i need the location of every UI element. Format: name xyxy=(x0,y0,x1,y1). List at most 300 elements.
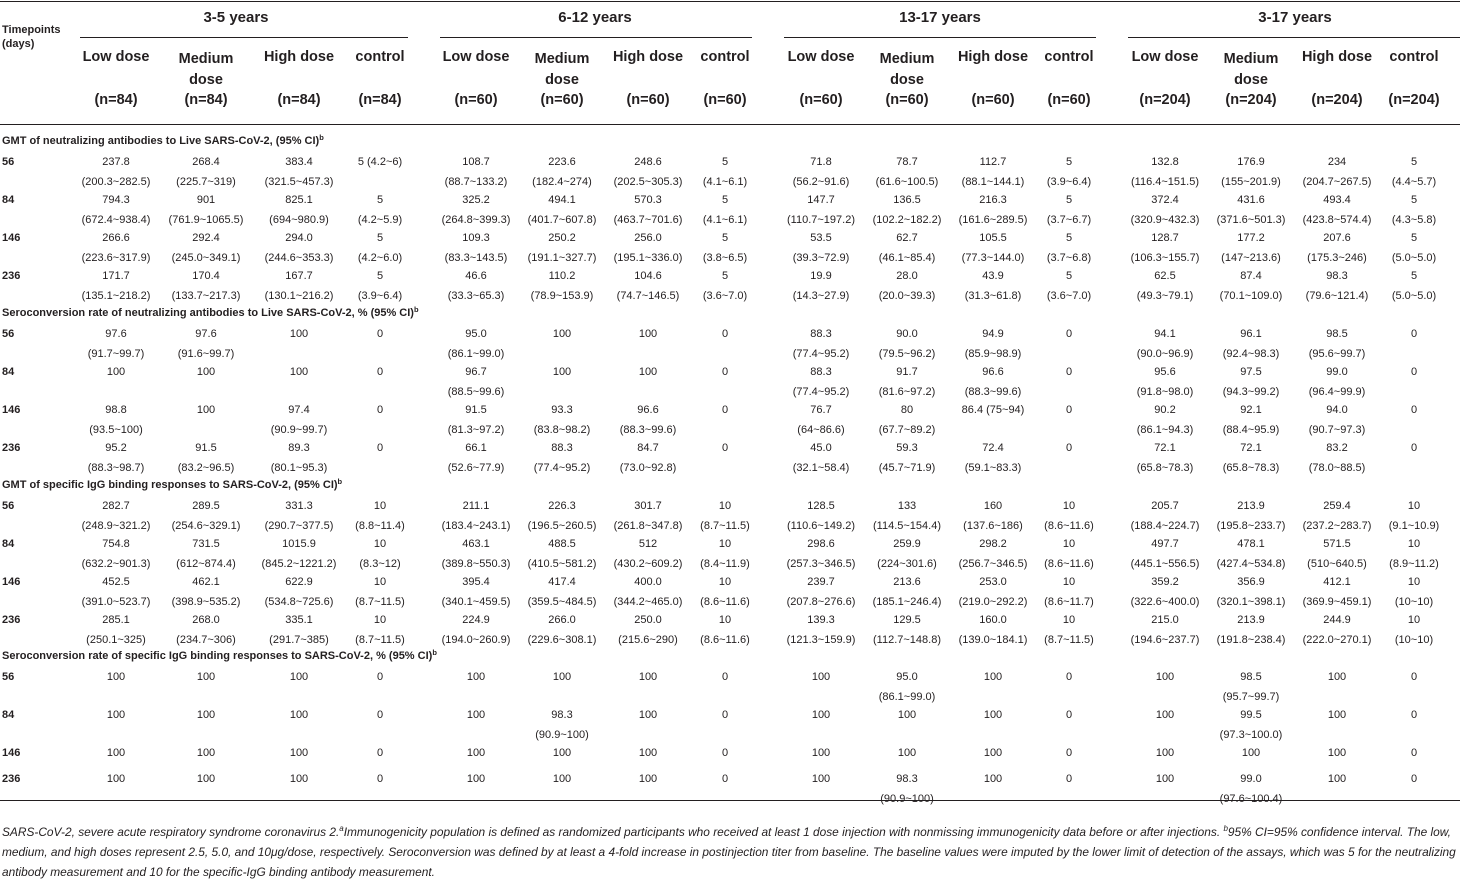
cell-value: 72.1 xyxy=(1240,442,1262,454)
cell-value: 100 xyxy=(983,747,1003,759)
cell-ci: (161.6~289.5) xyxy=(958,214,1028,226)
cell-ci: (110.7~197.2) xyxy=(787,214,855,226)
cell-value: 0 xyxy=(721,366,729,378)
cell-ci: (8.6~11.6) xyxy=(700,596,750,608)
timepoint-day: 56 xyxy=(2,156,15,168)
cell-value: 5 xyxy=(1410,194,1418,206)
cell-value: 100 xyxy=(1155,671,1175,683)
cell-ci: (202.5~305.3) xyxy=(613,176,683,188)
cell-ci: (4.3~5.8) xyxy=(1391,214,1437,226)
cell-value: 100 xyxy=(552,747,572,759)
cell-ci: (94.3~99.2) xyxy=(1222,386,1280,398)
timepoint-day: 84 xyxy=(2,709,15,721)
cell-value: 0 xyxy=(1065,709,1073,721)
dose-header: control xyxy=(1044,49,1094,65)
cell-value: 213.9 xyxy=(1237,614,1265,626)
cell-value: 176.9 xyxy=(1237,156,1265,168)
cell-value: 0 xyxy=(1410,671,1418,683)
cell-ci: (64~86.6) xyxy=(797,424,845,436)
section-title-text: Seroconversion rate of specific IgG binding responses to SARS-CoV-2, % (95% CI) xyxy=(2,650,433,662)
cell-ci: (410.5~581.2) xyxy=(527,558,597,570)
dose-header: control xyxy=(1389,49,1439,65)
cell-ci: (91.8~98.0) xyxy=(1136,386,1194,398)
cell-ci: (77.4~95.2) xyxy=(533,462,591,474)
cell-value: 100 xyxy=(196,773,216,785)
cell-value: 250.2 xyxy=(548,232,576,244)
cell-value: 109.3 xyxy=(462,232,490,244)
age-group-rule xyxy=(784,37,1096,38)
age-group-header: 6-12 years xyxy=(558,9,632,26)
cell-value: 95.0 xyxy=(465,328,487,340)
cell-value: 259.9 xyxy=(893,538,921,550)
timepoint-day: 84 xyxy=(2,366,15,378)
cell-value: 268.4 xyxy=(192,156,220,168)
cell-value: 0 xyxy=(1410,328,1418,340)
cell-ci: (88.3~98.7) xyxy=(87,462,145,474)
cell-value: 100 xyxy=(289,366,309,378)
cell-value: 493.4 xyxy=(1323,194,1351,206)
timepoint-day: 84 xyxy=(2,194,15,206)
cell-value: 95.6 xyxy=(1154,366,1176,378)
group-size: (n=60) xyxy=(454,92,498,108)
cell-value: 100 xyxy=(1241,747,1261,759)
cell-ci: (463.7~701.6) xyxy=(613,214,683,226)
cell-ci: (83.3~143.5) xyxy=(444,252,508,264)
cell-value: 0 xyxy=(1410,747,1418,759)
cell-ci: (510~640.5) xyxy=(1307,558,1367,570)
cell-value: 100 xyxy=(811,709,831,721)
cell-value: 10 xyxy=(1062,538,1076,550)
timepoint-day: 146 xyxy=(2,232,21,244)
cell-value: 356.9 xyxy=(1237,576,1265,588)
group-size: (n=60) xyxy=(971,92,1015,108)
cell-value: 0 xyxy=(721,709,729,721)
cell-value: 237.8 xyxy=(102,156,130,168)
cell-ci: (427.4~534.8) xyxy=(1216,558,1286,570)
cell-ci: (3.9~6.4) xyxy=(1046,176,1092,188)
cell-ci: (632.2~901.3) xyxy=(81,558,151,570)
timepoint-day: 56 xyxy=(2,671,15,683)
cell-value: 0 xyxy=(376,442,384,454)
cell-value: 100 xyxy=(466,747,486,759)
cell-ci: (95.7~99.7) xyxy=(1222,691,1280,703)
cell-ci: (398.9~535.2) xyxy=(171,596,241,608)
cell-value: 98.8 xyxy=(105,404,127,416)
cell-value: 147.7 xyxy=(807,194,835,206)
cell-value: 88.3 xyxy=(551,442,573,454)
cell-ci: (10~10) xyxy=(1394,596,1434,608)
group-size: (n=60) xyxy=(626,92,670,108)
cell-value: 100 xyxy=(106,773,126,785)
cell-ci: (83.8~98.2) xyxy=(533,424,591,436)
cell-ci: (264.8~399.3) xyxy=(441,214,511,226)
group-size: (n=84) xyxy=(277,92,321,108)
cell-ci: (8.7~11.5) xyxy=(355,596,405,608)
cell-ci: (191.8~238.4) xyxy=(1216,634,1286,646)
cell-value: 10 xyxy=(373,538,387,550)
cell-ci: (77.4~95.2) xyxy=(792,348,850,360)
cell-value: 19.9 xyxy=(810,270,832,282)
cell-value: 53.5 xyxy=(810,232,832,244)
cell-value: 100 xyxy=(1327,671,1347,683)
cell-ci: (92.4~98.3) xyxy=(1222,348,1280,360)
cell-value: 100 xyxy=(466,773,486,785)
cell-value: 0 xyxy=(1065,328,1073,340)
age-group-header: 13-17 years xyxy=(899,9,981,26)
timepoints-unit-label: (days) xyxy=(2,38,35,50)
cell-value: 100 xyxy=(638,328,658,340)
section-title-marker: b xyxy=(337,477,343,486)
cell-ci: (194.6~237.7) xyxy=(1130,634,1200,646)
cell-value: 5 xyxy=(1065,232,1073,244)
cell-value: 10 xyxy=(718,500,732,512)
cell-value: 10 xyxy=(1407,614,1421,626)
cell-value: 132.8 xyxy=(1151,156,1179,168)
cell-ci: (371.6~501.3) xyxy=(1216,214,1286,226)
cell-value: 213.9 xyxy=(1237,500,1265,512)
cell-ci: (49.3~79.1) xyxy=(1136,290,1194,302)
dose-header: Low dose xyxy=(787,49,855,65)
cell-value: 248.6 xyxy=(634,156,662,168)
cell-value: 901 xyxy=(196,194,216,206)
cell-value: 167.7 xyxy=(285,270,313,282)
cell-value: 0 xyxy=(721,442,729,454)
cell-value: 0 xyxy=(1065,747,1073,759)
cell-value: 825.1 xyxy=(285,194,313,206)
cell-value: 0 xyxy=(376,328,384,340)
group-size: (n=84) xyxy=(358,92,402,108)
cell-ci: (8.7~11.5) xyxy=(1044,634,1094,646)
cell-value: 100 xyxy=(811,747,831,759)
cell-value: 100 xyxy=(638,366,658,378)
cell-ci: (534.8~725.6) xyxy=(264,596,334,608)
cell-ci: (137.6~186) xyxy=(963,520,1023,532)
cell-ci: (320.9~432.3) xyxy=(1130,214,1200,226)
cell-ci: (52.6~77.9) xyxy=(447,462,505,474)
cell-value: 463.1 xyxy=(462,538,490,550)
cell-value: 266.6 xyxy=(102,232,130,244)
cell-value: 0 xyxy=(721,404,729,416)
cell-value: 325.2 xyxy=(462,194,490,206)
cell-ci: (237.2~283.7) xyxy=(1302,520,1372,532)
cell-ci: (135.1~218.2) xyxy=(81,290,151,302)
cell-value: 46.6 xyxy=(465,270,487,282)
dose-header: Low dose xyxy=(1131,49,1199,65)
cell-value: 5 xyxy=(1065,194,1073,206)
group-size: (n=204) xyxy=(1311,92,1363,108)
cell-ci: (185.1~246.4) xyxy=(872,596,942,608)
cell-ci: (248.9~321.2) xyxy=(81,520,151,532)
cell-value: 266.0 xyxy=(548,614,576,626)
cell-value: 754.8 xyxy=(102,538,130,550)
cell-ci: (8.8~11.4) xyxy=(355,520,405,532)
cell-value: 0 xyxy=(376,773,384,785)
cell-ci: (225.7~319) xyxy=(176,176,236,188)
cell-value: 99.0 xyxy=(1326,366,1348,378)
cell-value: 95.0 xyxy=(896,671,918,683)
cell-ci: (93.5~100) xyxy=(89,424,143,436)
cell-ci: (8.7~11.5) xyxy=(355,634,405,646)
cell-ci: (391.0~523.7) xyxy=(81,596,151,608)
cell-value: 570.3 xyxy=(634,194,662,206)
cell-value: 10 xyxy=(1407,538,1421,550)
cell-value: 98.3 xyxy=(1326,270,1348,282)
cell-value: 171.7 xyxy=(102,270,130,282)
cell-value: 100 xyxy=(466,671,486,683)
cell-ci: (79.5~96.2) xyxy=(878,348,936,360)
cell-value: 224.9 xyxy=(462,614,490,626)
cell-ci: (191.1~327.7) xyxy=(527,252,597,264)
cell-ci: (222.0~270.1) xyxy=(1302,634,1372,646)
section-title-marker: b xyxy=(413,305,419,314)
cell-value: 5 xyxy=(1065,156,1073,168)
cell-value: 100 xyxy=(897,747,917,759)
cell-value: 0 xyxy=(1410,773,1418,785)
cell-value: 62.5 xyxy=(1154,270,1176,282)
timepoint-day: 236 xyxy=(2,270,21,282)
cell-value: 223.6 xyxy=(548,156,576,168)
cell-value: 100 xyxy=(466,709,486,721)
cell-value: 45.0 xyxy=(810,442,832,454)
dose-header: Medium dose xyxy=(879,51,935,88)
cell-ci: (401.7~607.8) xyxy=(527,214,597,226)
dose-header: High dose xyxy=(263,49,335,65)
group-size: (n=60) xyxy=(885,92,929,108)
cell-value: 97.4 xyxy=(288,404,310,416)
cell-value: 259.4 xyxy=(1323,500,1351,512)
cell-value: 100 xyxy=(1155,747,1175,759)
cell-ci: (45.7~71.9) xyxy=(878,462,936,474)
group-size: (n=84) xyxy=(184,92,228,108)
cell-value: 10 xyxy=(718,538,732,550)
cell-value: 0 xyxy=(721,747,729,759)
cell-value: 100 xyxy=(106,747,126,759)
section-title-marker: b xyxy=(432,648,437,657)
dose-header: High dose xyxy=(957,49,1029,65)
group-size: (n=204) xyxy=(1225,92,1277,108)
cell-value: 0 xyxy=(721,671,729,683)
cell-value: 100 xyxy=(638,747,658,759)
group-size: (n=84) xyxy=(94,92,138,108)
timepoint-day: 236 xyxy=(2,614,21,626)
cell-value: 417.4 xyxy=(548,576,576,588)
cell-ci: (114.5~154.4) xyxy=(873,520,941,532)
cell-value: 244.9 xyxy=(1323,614,1351,626)
cell-ci: (322.6~400.0) xyxy=(1130,596,1200,608)
dose-header: Medium dose xyxy=(178,51,234,88)
cell-ci: (86.1~99.0) xyxy=(447,348,505,360)
section-title xyxy=(2,307,419,319)
cell-ci: (359.5~484.5) xyxy=(527,596,597,608)
cell-ci: (116.4~151.5) xyxy=(1131,176,1199,188)
cell-ci: (90.9~99.7) xyxy=(270,424,328,436)
section-title xyxy=(2,135,324,147)
cell-ci: (204.7~267.5) xyxy=(1302,176,1372,188)
cell-value: 494.1 xyxy=(548,194,576,206)
cell-value: 104.6 xyxy=(634,270,662,282)
cell-ci: (224~301.6) xyxy=(877,558,937,570)
group-size: (n=204) xyxy=(1388,92,1440,108)
cell-ci: (88.3~99.6) xyxy=(619,424,677,436)
group-size: (n=60) xyxy=(540,92,584,108)
cell-ci: (321.5~457.3) xyxy=(264,176,334,188)
cell-value: 72.1 xyxy=(1154,442,1176,454)
cell-ci: (86.1~94.3) xyxy=(1136,424,1194,436)
cell-value: 100 xyxy=(289,671,309,683)
cell-value: 90.2 xyxy=(1154,404,1176,416)
cell-value: 0 xyxy=(1065,366,1073,378)
cell-value: 100 xyxy=(196,404,216,416)
cell-ci: (8.9~11.2) xyxy=(1389,558,1439,570)
cell-value: 72.4 xyxy=(982,442,1004,454)
table-header-bottom-rule xyxy=(0,124,1460,125)
cell-ci: (219.0~292.2) xyxy=(958,596,1028,608)
cell-ci: (430.2~609.2) xyxy=(613,558,683,570)
group-size: (n=60) xyxy=(703,92,747,108)
cell-value: 100 xyxy=(1155,709,1175,721)
cell-value: 1015.9 xyxy=(282,538,316,550)
cell-value: 253.0 xyxy=(979,576,1007,588)
cell-value: 129.5 xyxy=(893,614,921,626)
cell-value: 372.4 xyxy=(1151,194,1179,206)
timepoint-day: 146 xyxy=(2,404,21,416)
cell-value: 294.0 xyxy=(285,232,313,244)
cell-value: 80 xyxy=(900,404,914,416)
cell-ci: (8.4~11.9) xyxy=(700,558,750,570)
cell-value: 128.5 xyxy=(807,500,835,512)
cell-ci: (195.8~233.7) xyxy=(1216,520,1286,532)
cell-value: 92.1 xyxy=(1240,404,1262,416)
cell-value: 0 xyxy=(1065,671,1073,683)
cell-value: 395.4 xyxy=(462,576,490,588)
cell-value: 100 xyxy=(106,671,126,683)
timepoint-day: 236 xyxy=(2,773,21,785)
cell-ci: (80.1~95.3) xyxy=(270,462,328,474)
cell-value: 0 xyxy=(1065,442,1073,454)
cell-value: 0 xyxy=(1410,366,1418,378)
cell-value: 100 xyxy=(552,366,572,378)
cell-ci: (130.1~216.2) xyxy=(264,290,334,302)
cell-value: 100 xyxy=(811,773,831,785)
cell-value: 43.9 xyxy=(982,270,1004,282)
cell-value: 731.5 xyxy=(192,538,220,550)
cell-ci: (250.1~325) xyxy=(86,634,146,646)
cell-value: 100 xyxy=(552,671,572,683)
cell-ci: (77.4~95.2) xyxy=(792,386,850,398)
cell-ci: (14.3~27.9) xyxy=(792,290,850,302)
cell-value: 0 xyxy=(1410,404,1418,416)
cell-value: 5 xyxy=(376,270,384,282)
cell-value: 100 xyxy=(552,328,572,340)
cell-ci: (845.2~1221.2) xyxy=(261,558,337,570)
cell-value: 400.0 xyxy=(634,576,662,588)
cell-value: 95.2 xyxy=(105,442,127,454)
cell-value: 10 xyxy=(718,576,732,588)
timepoints-label: Timepoints xyxy=(2,24,61,36)
cell-ci: (88.5~99.6) xyxy=(447,386,505,398)
cell-value: 301.7 xyxy=(634,500,662,512)
cell-value: 5 xyxy=(376,194,384,206)
cell-ci: (102.2~182.2) xyxy=(872,214,942,226)
cell-ci: (39.3~72.9) xyxy=(792,252,850,264)
cell-ci: (4.2~5.9) xyxy=(357,214,403,226)
cell-value: 96.6 xyxy=(982,366,1004,378)
cell-value: 66.1 xyxy=(465,442,487,454)
cell-value: 10 xyxy=(718,614,732,626)
cell-value: 83.2 xyxy=(1326,442,1348,454)
cell-value: 335.1 xyxy=(285,614,313,626)
cell-ci: (31.3~61.8) xyxy=(964,290,1022,302)
cell-value: 205.7 xyxy=(1151,500,1179,512)
cell-ci: (3.6~7.0) xyxy=(1046,290,1092,302)
cell-value: 94.0 xyxy=(1326,404,1348,416)
dose-header: High dose xyxy=(612,49,684,65)
dose-header: High dose xyxy=(1301,49,1373,65)
cell-value: 431.6 xyxy=(1237,194,1265,206)
cell-value: 100 xyxy=(897,709,917,721)
cell-ci: (344.2~465.0) xyxy=(613,596,683,608)
dose-header: control xyxy=(355,49,405,65)
cell-value: 100 xyxy=(638,709,658,721)
cell-value: 91.7 xyxy=(896,366,918,378)
timepoint-day: 146 xyxy=(2,747,21,759)
cell-ci: (112.7~148.8) xyxy=(873,634,941,646)
cell-value: 128.7 xyxy=(1151,232,1179,244)
cell-value: 292.4 xyxy=(192,232,220,244)
age-group-header: 3-17 years xyxy=(1258,9,1332,26)
cell-ci: (67.7~89.2) xyxy=(878,424,936,436)
cell-value: 0 xyxy=(1065,773,1073,785)
cell-value: 99.5 xyxy=(1240,709,1262,721)
cell-ci: (182.4~274) xyxy=(532,176,592,188)
section-title-text: GMT of neutralizing antibodies to Live SARS-CoV-2, (95% CI) xyxy=(2,135,320,147)
cell-ci: (3.9~6.4) xyxy=(357,290,403,302)
timepoint-day: 236 xyxy=(2,442,21,454)
timepoint-day: 84 xyxy=(2,538,15,550)
cell-ci: (91.6~99.7) xyxy=(177,348,235,360)
footnote-population: Immunogenicity population is defined as randomized participants who received at least 1 dose injection with nonmissing immunogenicity data before or after injections. xyxy=(343,825,1224,839)
group-size: (n=60) xyxy=(1047,92,1091,108)
cell-value: 100 xyxy=(983,773,1003,785)
cell-ci: (5.0~5.0) xyxy=(1391,290,1437,302)
cell-value: 794.3 xyxy=(102,194,130,206)
cell-value: 112.7 xyxy=(979,156,1007,168)
dose-header: Medium dose xyxy=(534,51,590,88)
cell-ci: (257.3~346.5) xyxy=(786,558,856,570)
cell-value: 97.6 xyxy=(105,328,127,340)
cell-value: 108.7 xyxy=(462,156,490,168)
section-title xyxy=(2,650,437,662)
cell-value: 250.0 xyxy=(634,614,662,626)
cell-value: 100 xyxy=(106,709,126,721)
cell-ci: (78.9~153.9) xyxy=(530,290,594,302)
cell-value: 10 xyxy=(1062,576,1076,588)
cell-ci: (4.1~6.1) xyxy=(702,214,748,226)
cell-value: 100 xyxy=(811,671,831,683)
footnote-marker-b: b xyxy=(1223,824,1228,833)
cell-value: 100 xyxy=(1155,773,1175,785)
cell-value: 100 xyxy=(196,671,216,683)
cell-ci: (4.1~6.1) xyxy=(702,176,748,188)
cell-value: 5 xyxy=(721,194,729,206)
section-title-marker: b xyxy=(319,133,324,142)
cell-ci: (65.8~78.3) xyxy=(1222,462,1280,474)
cell-value: 100 xyxy=(983,709,1003,721)
dose-header: Low dose xyxy=(82,49,150,65)
cell-ci: (86.1~99.0) xyxy=(878,691,936,703)
cell-value: 571.5 xyxy=(1323,538,1351,550)
cell-value: 497.7 xyxy=(1151,538,1179,550)
